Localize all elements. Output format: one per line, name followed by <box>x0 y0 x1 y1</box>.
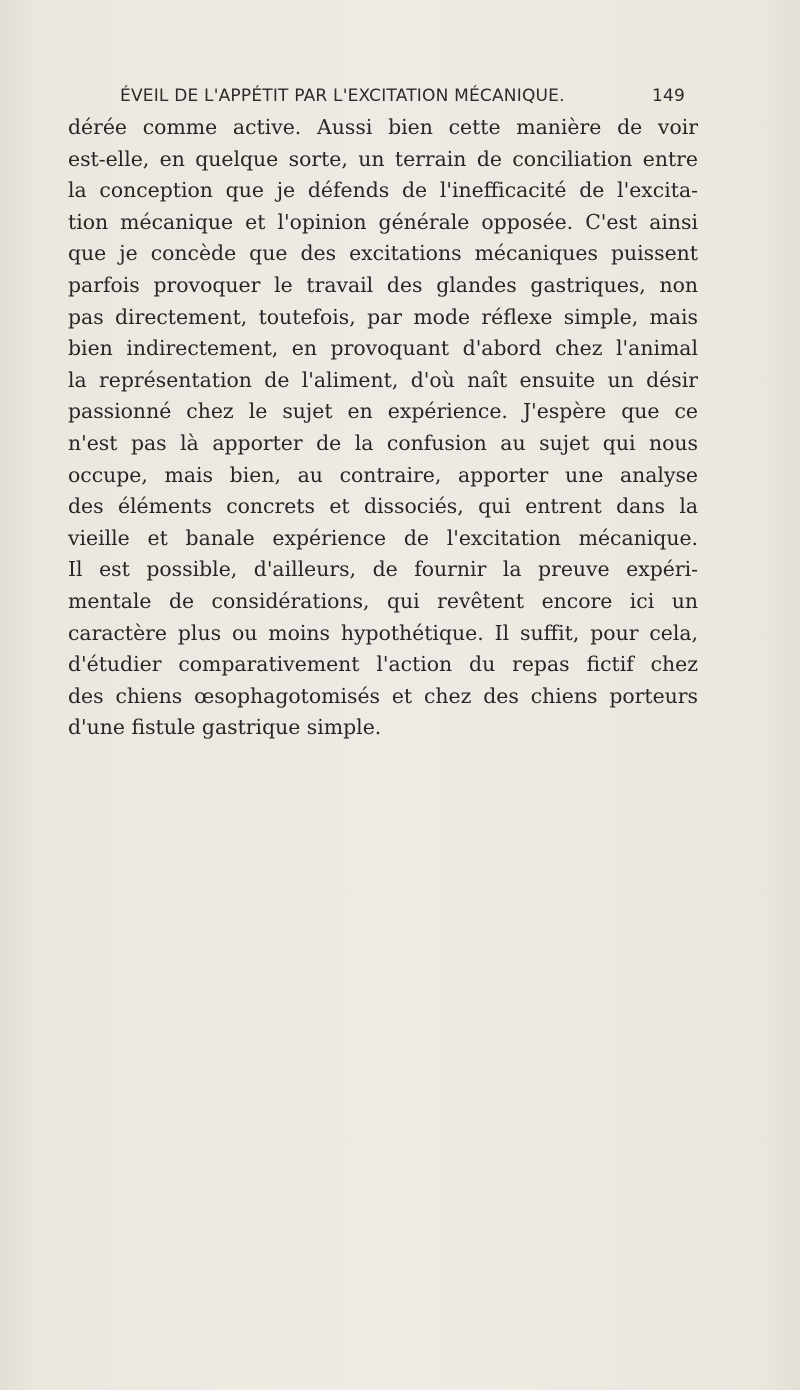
text-line: d'une fistule gastrique simple. <box>68 715 382 740</box>
text-line: passionné chez le sujet en expérience. J'espère que ce <box>68 399 698 424</box>
text-line: que je concède que des excitations mécaniques puissent <box>68 241 698 266</box>
running-title: ÉVEIL DE L'APPÉTIT PAR L'EXCITATION MÉCANIQUE. <box>120 86 565 106</box>
text-line: caractère plus ou moins hypothétique. Il suffit, pour cela, <box>68 620 698 645</box>
body-paragraph <box>68 112 698 744</box>
text-line: la conception que je défends de l'inefficacité de l'excita- <box>68 178 698 203</box>
text-line: bien indirectement, en provoquant d'abord chez l'animal <box>68 336 698 361</box>
text-line: la représentation de l'aliment, d'où naît ensuite un désir <box>68 367 698 392</box>
text-line: parfois provoquer le travail des glandes gastriques, non <box>68 272 698 297</box>
text-line: tion mécanique et l'opinion générale opposée. C'est ainsi <box>68 209 698 234</box>
page-number: 149 <box>651 86 685 106</box>
text-line: des chiens œsophagotomisés et chez des chiens porteurs <box>68 683 698 708</box>
text-line: est-elle, en quelque sorte, un terrain de conciliation entre <box>68 146 698 171</box>
text-line: n'est pas là apporter de la confusion au sujet qui nous <box>68 430 698 455</box>
text-line: dérée comme active. Aussi bien cette manière de voir <box>68 115 698 139</box>
text-line: pas directement, toutefois, par mode réflexe simple, mais <box>68 304 698 329</box>
text-line: Il est possible, d'ailleurs, de fournir la preuve expéri- <box>68 557 698 582</box>
text-line: des éléments concrets et dissociés, qui entrent dans la <box>68 494 698 519</box>
text-line: d'étudier comparativement l'action du repas fictif chez <box>68 652 698 677</box>
text-line: vieille et banale expérience de l'excitation mécanique. <box>68 525 698 550</box>
text-line: occupe, mais bien, au contraire, apporter une analyse <box>68 462 698 487</box>
text-line: mentale de considérations, qui revêtent encore ici un <box>68 588 698 613</box>
